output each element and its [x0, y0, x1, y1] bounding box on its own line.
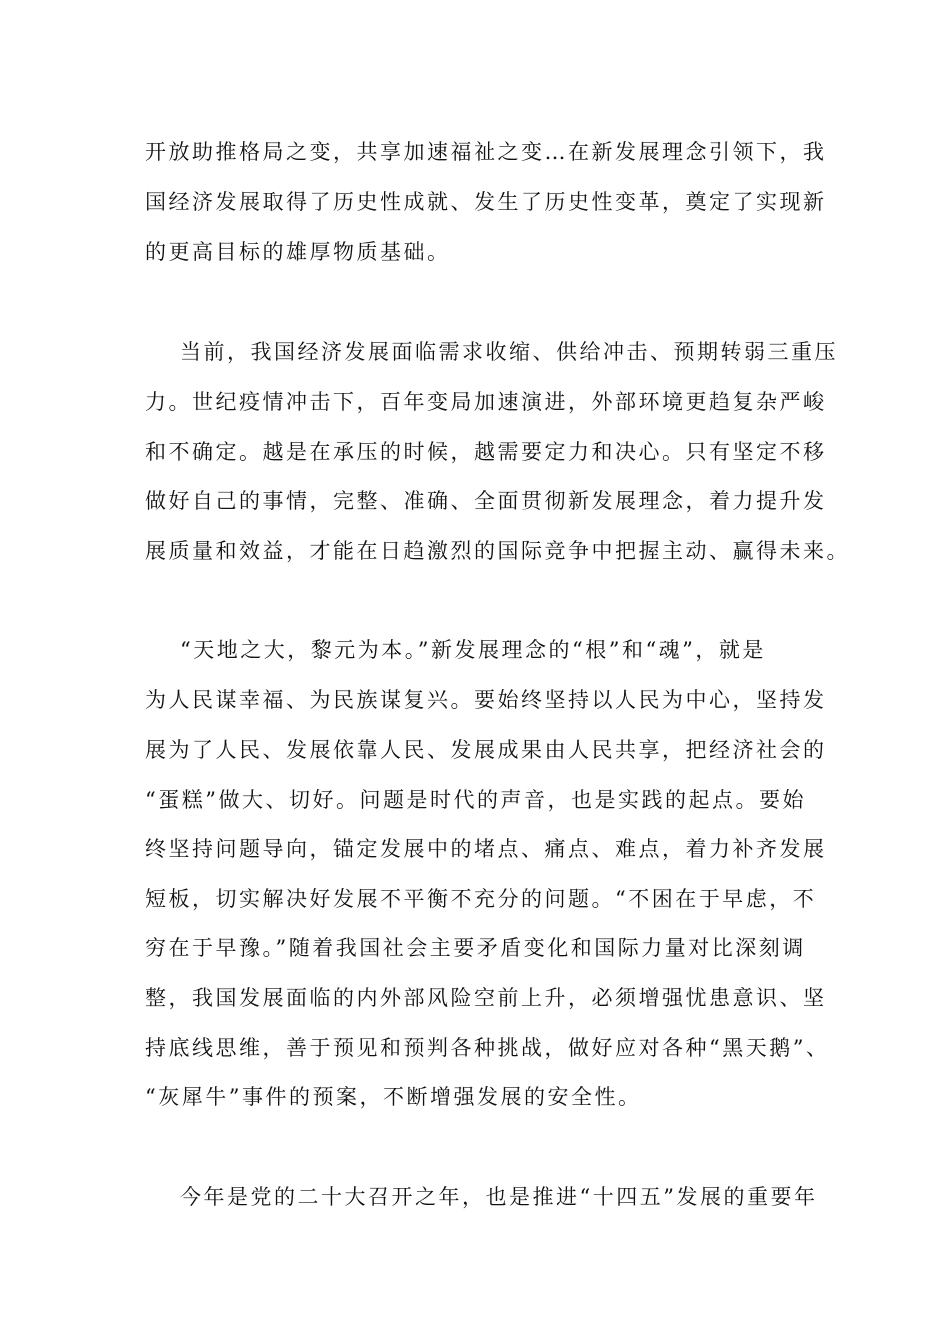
paragraph-3-line-6: 短板，切实解决好发展不平衡不充分的问题。“不困在于早虑，不 — [145, 887, 817, 911]
paragraph-2-line-4: 做好自己的事情，完整、准确、全面贯彻新发展理念，着力提升发 — [145, 489, 827, 513]
paragraph-1-line-1: 开放助推格局之变，共享加速福祉之变…在新发展理念引领下，我 — [145, 140, 827, 164]
paragraph-1-line-2: 国经济发展取得了历史性成就、发生了历史性变革，奠定了实现新 — [145, 190, 827, 214]
paragraph-2-line-3: 和不确定。越是在承压的时候，越需要定力和决心。只有坚定不移 — [145, 440, 827, 464]
paragraph-3-line-9: 持底线思维，善于预见和预判各种挑战，做好应对各种“黑天鹅”、 — [145, 1036, 830, 1060]
paragraph-1-line-3: 的更高目标的雄厚物质基础。 — [145, 240, 451, 264]
paragraph-3-line-5: 终坚持问题导向，锚定发展中的堵点、痛点、难点，着力补齐发展 — [145, 837, 827, 861]
paragraph-3-line-2: 为人民谋幸福、为民族谋复兴。要始终坚持以人民为中心，坚持发 — [145, 688, 827, 712]
paragraph-2-line-1: 当前，我国经济发展面临需求收缩、供给冲击、预期转弱三重压 — [180, 340, 838, 364]
paragraph-3-line-4: “蛋糕”做大、切好。问题是时代的声音，也是实践的起点。要始 — [145, 788, 806, 812]
paragraph-4-line-1: 今年是党的二十大召开之年，也是推进“十四五”发展的重要年 — [180, 1185, 818, 1209]
paragraph-2-line-2: 力。世纪疫情冲击下，百年变局加速演进，外部环境更趋复杂严峻 — [145, 390, 827, 414]
paragraph-3-line-7: 穷在于早豫。”随着我国社会主要矛盾变化和国际力量对比深刻调 — [145, 936, 806, 960]
paragraph-2-line-5: 展质量和效益，才能在日趋激烈的国际竞争中把握主动、赢得未来。 — [145, 539, 850, 563]
paragraph-3-line-8: 整，我国发展面临的内外部风险空前上升，必须增强忧患意识、坚 — [145, 986, 827, 1010]
paragraph-3-line-1: “天地之大，黎元为本。”新发展理念的“根”和“魂”，就是 — [180, 638, 766, 662]
paragraph-3-line-10: “灰犀牛”事件的预案，不断增强发展的安全性。 — [145, 1085, 642, 1109]
paragraph-3-line-3: 展为了人民、发展依靠人民、发展成果由人民共享，把经济社会的 — [145, 738, 827, 762]
